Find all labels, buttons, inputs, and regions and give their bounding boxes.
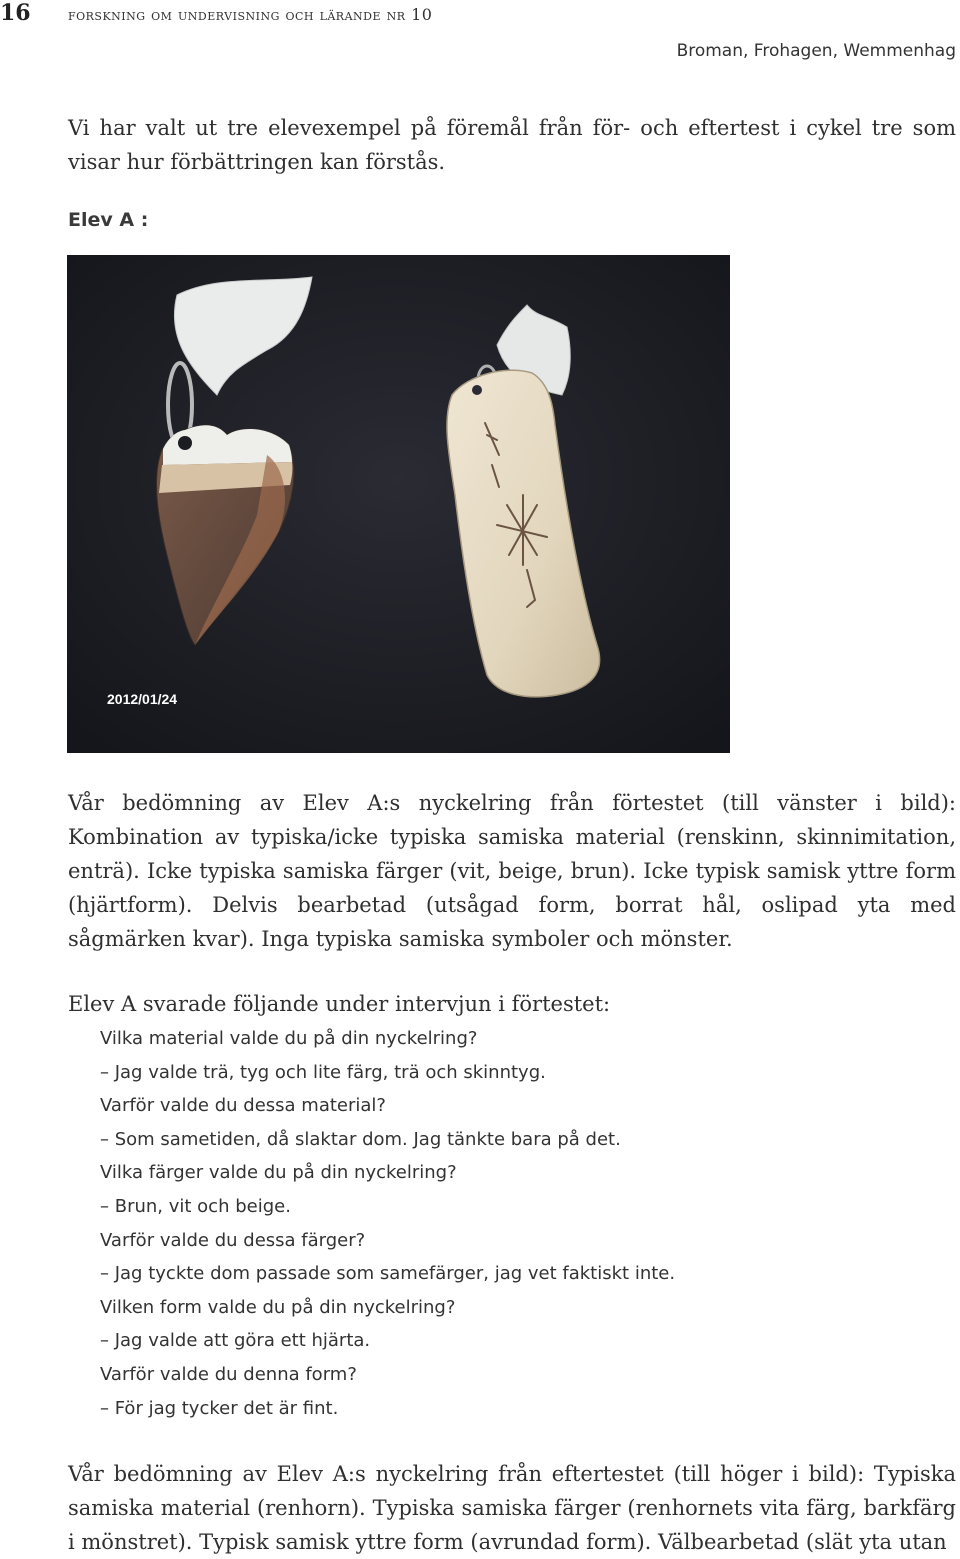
antler-hole [472, 385, 482, 395]
photo-date-stamp: 2012/01/24 [107, 691, 178, 707]
intro-paragraph: Vi har valt ut tre elevexempel på föremål från för- och eftertest i cykel tre som visar hur förbättringen kan förstås. [68, 116, 956, 174]
page-number: 16 [0, 0, 31, 26]
interview-line: Vilken form valde du på din nyckelring? [100, 1296, 456, 1318]
interview-intro: Elev A svarade följande under intervjun i förtestet: [68, 992, 611, 1016]
assessment-before: Vår bedömning av Elev A:s nyckelring från förtestet (till vänster i bild): Kombination av typiska/icke typiska samiska material (renskinn, skinnimitation, enträ). Icke typiska samiska färger (vit, beige, brun). Icke typisk samisk yttre form (hjärtform). Delvis bearbetad (utsågad form, borrat hål, oslipad yta med sågmärken kvar). Inga typiska samiska symboler och mönster. [68, 791, 956, 951]
interview-line: Varför valde du denna form? [100, 1363, 357, 1385]
interview-transcript [100, 1022, 940, 1425]
heart-hole [178, 436, 192, 450]
interview-line: Varför valde du dessa material? [100, 1095, 386, 1117]
interview-line: – Som sametiden, då slaktar dom. Jag tänkte bara på det. [100, 1128, 621, 1150]
assessment-after: Vår bedömning av Elev A:s nyckelring från eftertestet (till höger i bild): Typiska samiska material (renhorn). Typiska samiska färger (renhornets vita färg, barkfärg i mönstret). Typisk samisk yttre form (avrundad form). Välbearbetad (slät yta utan [68, 1462, 956, 1554]
interview-line: – Jag valde trä, tyg och lite färg, trä och skinntyg. [100, 1061, 546, 1083]
interview-line: Varför valde du dessa färger? [100, 1229, 366, 1251]
running-head: forskning om undervisning och lärande nr 10 [68, 5, 433, 24]
keyring-photo [67, 255, 730, 753]
authors: Broman, Frohagen, Wemmenhag [676, 41, 956, 61]
interview-line: Vilka material valde du på din nyckelring? [100, 1028, 478, 1049]
interview-line: Vilka färger valde du på din nyckelring? [100, 1162, 457, 1184]
interview-line: – Jag tyckte dom passade som samefärger, jag vet faktiskt inte. [100, 1263, 676, 1285]
interview-line: – Jag valde att göra ett hjärta. [100, 1330, 371, 1352]
interview-line: – Brun, vit och beige. [100, 1195, 291, 1217]
interview-line: – För jag tycker det är fint. [100, 1397, 339, 1419]
section-heading: Elev A : [68, 209, 149, 231]
